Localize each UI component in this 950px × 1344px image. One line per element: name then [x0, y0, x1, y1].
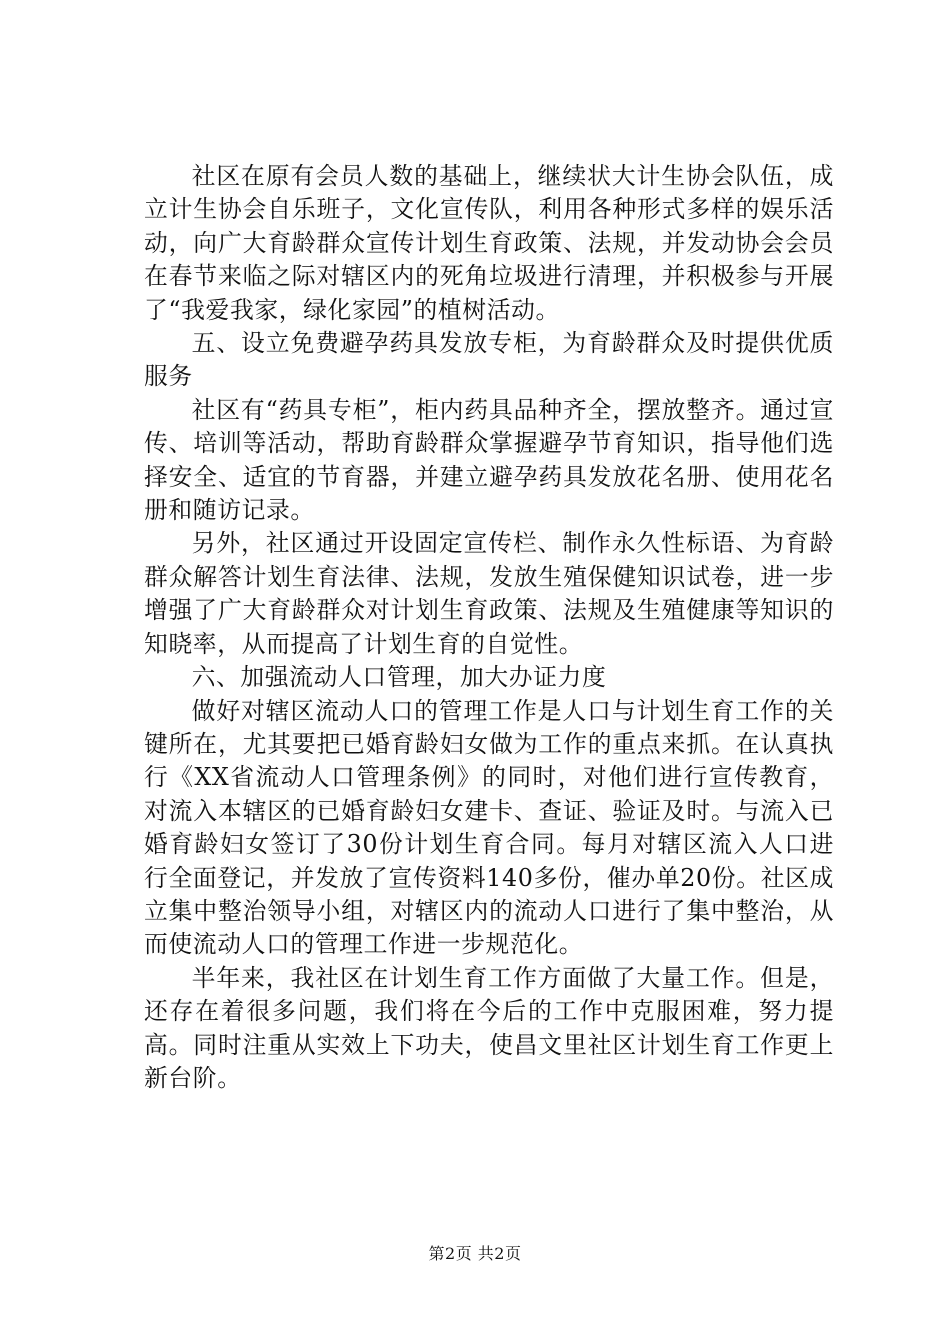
paragraph-contraceptive-cabinet: 社区有“药具专柜”，柜内药具品种齐全，摆放整齐。通过宣传、培训等活动，帮助育龄群众掌握避孕节育知识，指导他们选择安全、适宜的节育器，并建立避孕药具发放花名册、使用花名册和随访记录。 — [144, 395, 834, 525]
section-heading-floating-population: 六、加强流动人口管理，加大办证力度 — [191, 663, 607, 692]
page-number-label: 第2页 共2页 — [428, 1244, 522, 1263]
paragraph-association-activities: 社区在原有会员人数的基础上，继续状大计生协会队伍，成立计生协会自乐班子，文化宣传队，利用各种形式多样的娱乐活动，向广大育龄群众宣传计划生育政策、法规，并发动协会会员在春节来临之际对辖区内的死角垃圾进行清理，并积极参与开展了“我爱我家，绿化家园”的植树活动。 — [144, 162, 834, 324]
paragraph-floating-population: 做好对辖区流动人口的管理工作是人口与计划生育工作的关键所在，尤其要把已婚育龄妇女做为工作的重点来抓。在认真执行《XX省流动人口管理条例》的同时，对他们进行宣传教育，对流入本辖区的已婚育龄妇女建卡、查证、验证及时。与流入已婚育龄妇女签订了30份计划生育合同。每月对辖区流入人口进行全面登记，并发放了宣传资料140多份，催办单20份。社区成立集中整治领导小组，对辖区内的流动人口进行了集中整治，从而使流动人口的管理工作进一步规范化。 — [144, 696, 834, 959]
page-footer — [0, 1243, 950, 1265]
paragraph-summary: 半年来，我社区在计划生育工作方面做了大量工作。但是，还存在着很多问题，我们将在今后的工作中克服困难，努力提高。同时注重从实效上下功夫，使昌文里社区计划生育工作更上新台阶。 — [144, 963, 834, 1092]
paragraph-publicity: 另外，社区通过开设固定宣传栏、制作永久性标语、为育龄群众解答计划生育法律、法规，发放生殖保健知识试卷，进一步增强了广大育龄群众对计划生育政策、法规及生殖健康等知识的知晓率，从而提高了计划生育的自觉性。 — [144, 529, 834, 658]
document-body — [144, 160, 834, 1095]
section-heading-contraceptive-cabinet: 五、设立免费避孕药具发放专柜，为育龄群众及时提供优质服务 — [144, 329, 834, 391]
